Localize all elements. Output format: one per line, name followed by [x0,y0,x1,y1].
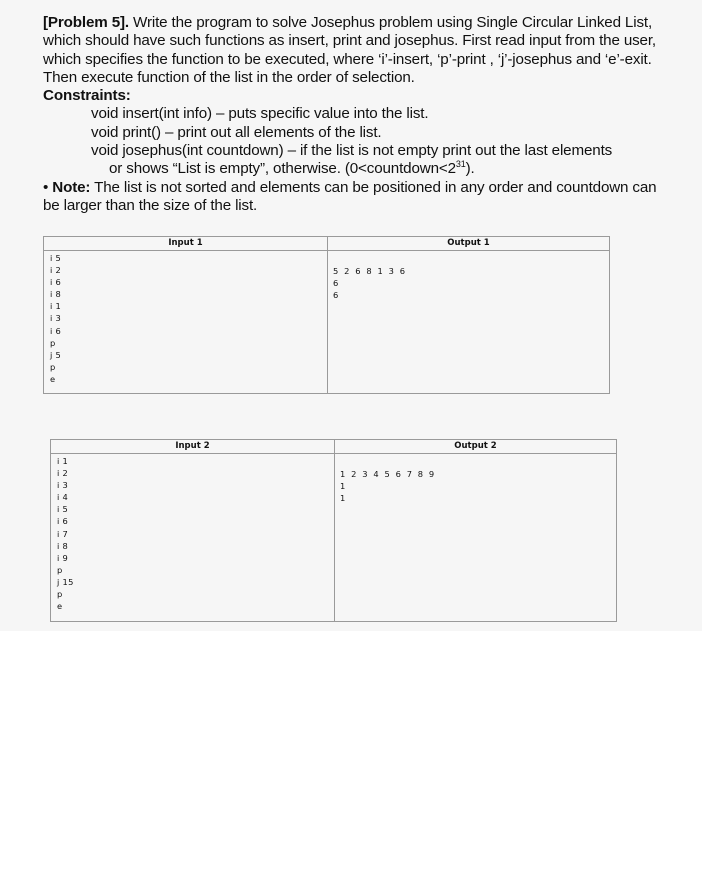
output-line: 6 [333,278,340,289]
problem-intro [43,14,663,87]
input-line: i 2 [50,265,62,276]
input-line: i 8 [57,540,69,551]
input-lines [50,252,61,385]
constraint-insert: void insert(int info) – puts specific value into the list. [91,105,429,123]
input-line: p [57,589,63,600]
constraint-josephus-cont [43,160,663,178]
example-table-2 [50,439,617,622]
input-line: i 5 [50,253,62,263]
input-line: i 9 [57,552,69,563]
output-line: 1 [340,481,347,492]
input-line: i 8 [50,289,62,300]
problem-statement [43,14,663,215]
constraint-josephus-text: or shows “List is empty”, otherwise. (0<countdown<2 [109,160,456,178]
input-line: i 2 [57,468,69,479]
input-lines [57,455,74,612]
input-line: p [57,564,63,575]
input-line: p [50,361,56,372]
input-line: i 3 [57,480,69,491]
input-line: e [57,601,63,612]
problem-intro-text: Write the program to solve Josephus problem using Single Circular Linked List, which should have such functions as insert, print and josephus. First read input from the user, which specifies the function to be executed, where ‘i’-insert, ‘p’-print , ‘j’-josephus and ‘e’-exit. Then execute function of the list in the order of selection. [43,14,656,86]
output-header: Output 1 [447,238,490,248]
note-bullet: • [43,178,53,196]
constraint-josephus-end: ). [465,160,475,178]
constraints-heading: Constraints: [43,87,131,105]
input-line: i 6 [57,516,69,527]
constraint-josephus-exponent: 31 [455,159,466,170]
input-line: i 1 [50,301,62,312]
output-line: 1 2 3 4 5 6 7 8 9 [340,469,436,479]
output-header: Output 2 [454,441,497,451]
input-header: Input 1 [168,238,203,248]
problem-title: [Problem 5]. [43,14,129,31]
output-lines [340,468,436,504]
output-lines [333,265,407,301]
input-line: i 1 [57,456,69,466]
input-line: j 15 [57,576,74,587]
input-line: i 6 [50,277,62,288]
column-divider [327,237,328,393]
constraint-print: void print() – print out all elements of the list. [91,123,382,141]
input-header: Input 2 [175,441,210,451]
note-label: Note: [52,178,91,196]
output-line: 5 2 6 8 1 3 6 [333,266,407,276]
input-line: i 7 [57,528,69,539]
constraint-josephus: void josephus(int countdown) – if the list is not empty print out the last elements [91,142,613,160]
input-line: p [50,337,56,348]
input-line: i 3 [50,313,62,324]
note [43,179,663,216]
input-line: i 4 [57,492,69,503]
note-text: The list is not sorted and elements can be positioned in any order and countdown can be larger than the size of the list. [43,178,657,214]
input-line: i 5 [57,504,69,515]
input-line: j 5 [50,349,62,360]
example-table-1 [43,236,610,394]
input-line: i 6 [50,325,62,336]
output-line: 1 [340,493,347,504]
input-line: e [50,373,56,384]
output-line: 6 [333,290,340,301]
column-divider [334,440,335,621]
